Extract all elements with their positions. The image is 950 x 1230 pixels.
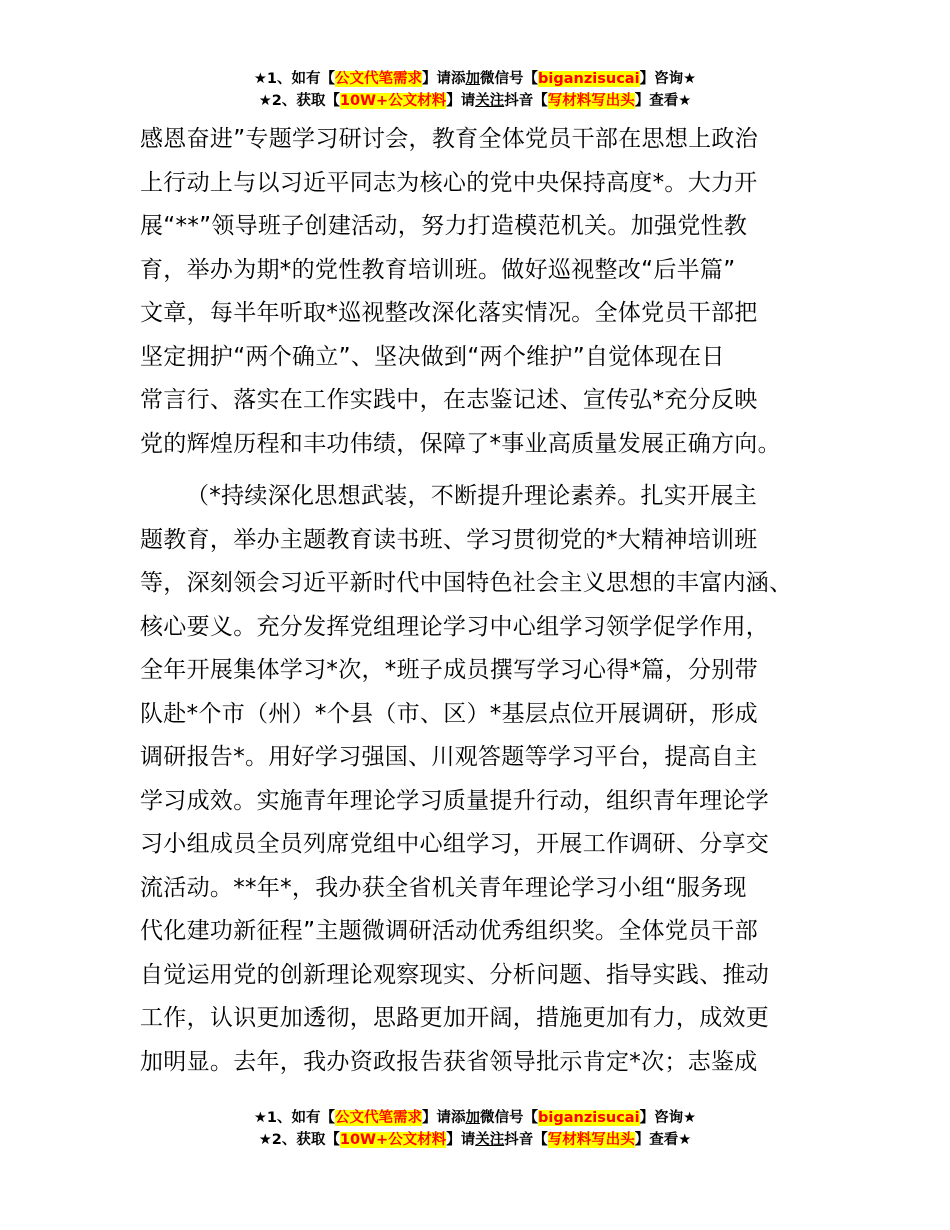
banner-text: 】请添 (422, 1110, 466, 1126)
body-line: 全年开展集体学习*次，*班子成员撰写学习心得*篇，分别带 (140, 657, 758, 683)
highlight-douyin: 写材料写出头 (547, 1132, 635, 1148)
body-line: 题教育，举办主题教育读书班、学习贯彻党的*大精神培训班 (140, 526, 758, 553)
body-line: 工作，认识更加透彻，思路更加开阔，措施更加有力，成效更 (140, 1005, 770, 1031)
banner-line-1 (0, 68, 950, 90)
banner-text: ★1、如有【 (253, 1110, 336, 1126)
banner-text: ★2、获取【 (258, 1132, 340, 1148)
banner-line-2 (0, 90, 950, 112)
banner-text: 】请添 (422, 71, 466, 87)
banner-text: ★2、获取【 (258, 93, 340, 109)
highlight-wechat-id: biganzisucai (538, 71, 640, 87)
banner-text: 关注 (475, 1132, 505, 1148)
highlight-wechat-id: biganzisucai (538, 1110, 640, 1126)
body-line: 流活动。**年*，我办获全省机关青年理论学习小组“服务现 (140, 874, 747, 901)
body-line: 常言行、落实在工作实践中，在志鉴记述、宣传弘*充分反映 (140, 387, 758, 413)
highlight-service: 公文代笔需求 (335, 71, 423, 87)
body-line: 习小组成员全员列席党组中心组学习，开展工作调研、分享交 (140, 831, 770, 857)
highlight-service: 公文代笔需求 (335, 1110, 423, 1126)
body-line: 上行动上与以习近平同志为核心的党中央保持高度*。大力开 (140, 169, 758, 196)
body-line: 学习成效。实施青年理论学习质量提升行动，组织青年理论学 (140, 787, 770, 814)
body-line: 加明显。去年，我办资政报告获省领导批示肯定*次；志鉴成 (140, 1048, 758, 1075)
document-body (140, 118, 830, 1084)
header-banner (0, 68, 950, 112)
body-line: 坚定拥护“两个确立”、坚决做到“两个维护”自觉体现在日 (140, 343, 725, 370)
banner-text: 抖音【 (504, 1132, 548, 1148)
highlight-douyin: 写材料写出头 (547, 93, 635, 109)
banner-text: 加 (465, 1110, 481, 1126)
body-line: 感恩奋进”专题学习研讨会，教育全体党员干部在思想上政治 (140, 126, 759, 152)
body-line: 文章，每半年听取*巡视整改深化落实情况。全体党员干部把 (140, 300, 758, 326)
banner-text: 微信号【 (480, 71, 539, 87)
body-line: 展“**”领导班子创建活动，努力打造模范机关。加强党性教 (140, 213, 748, 239)
body-line: 队赴*个市（州）*个县（市、区）*基层点位开展调研，形成 (140, 700, 758, 727)
banner-text: ★1、如有【 (253, 71, 336, 87)
banner-line-2 (0, 1129, 950, 1151)
banner-text: 】请 (446, 93, 476, 109)
body-line: 调研报告*。用好学习强国、川观答题等学习平台，提高自主 (140, 744, 758, 770)
banner-text: 抖音【 (504, 93, 548, 109)
footer-banner (0, 1107, 950, 1151)
body-line: 代化建功新征程”主题微调研活动优秀组织奖。全体党员干部 (140, 918, 759, 944)
banner-text: 】查看★ (634, 1132, 692, 1148)
body-line: 自觉运用党的创新理论观察现实、分析问题、指导实践、推动 (140, 961, 770, 988)
banner-text: 】查看★ (634, 93, 692, 109)
body-line: 等，深刻领会习近平新时代中国特色社会主义思想的丰富内涵、 (140, 570, 793, 596)
body-line: 育，举办为期*的党性教育培训班。做好巡视整改“后半篇” (140, 256, 736, 283)
body-line: 核心要义。充分发挥党组理论学习中心组学习领学促学作用， (140, 613, 770, 640)
body-line: 党的辉煌历程和丰功伟绩，保障了*事业高质量发展正确方向。 (140, 430, 781, 457)
banner-line-1 (0, 1107, 950, 1129)
banner-text: 】请 (446, 1132, 476, 1148)
body-line: （*持续深化思想武装，不断提升理论素养。扎实开展主 (186, 483, 757, 509)
highlight-materials: 10W+公文材料 (339, 93, 447, 109)
banner-text: 加 (465, 71, 481, 87)
highlight-materials: 10W+公文材料 (339, 1132, 447, 1148)
banner-text: 】咨询★ (639, 1110, 697, 1126)
banner-text: 微信号【 (480, 1110, 539, 1126)
banner-text: 】咨询★ (639, 71, 697, 87)
banner-text: 关注 (475, 93, 505, 109)
